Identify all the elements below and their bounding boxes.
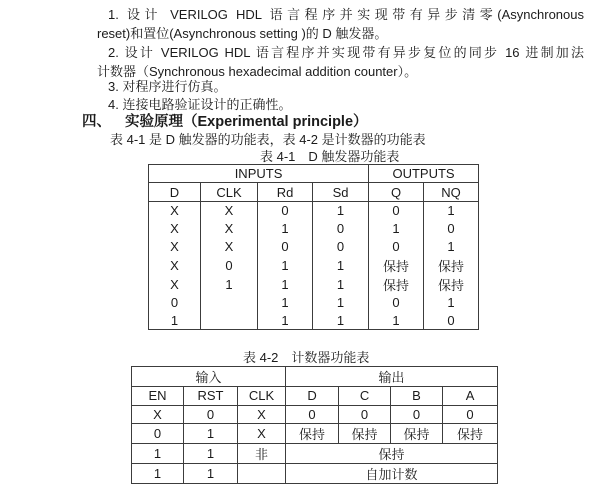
table-cell: 0 xyxy=(443,405,498,424)
section-title: 实验原理（Experimental principle） xyxy=(125,114,368,130)
table-cell: 1 xyxy=(369,312,424,330)
section-number: 四、 xyxy=(82,114,111,130)
table-cell: 1 xyxy=(184,464,238,484)
table-row xyxy=(149,202,479,220)
table-cell: X xyxy=(149,275,201,294)
table-cell: 1 xyxy=(149,312,201,330)
step-1-line-2: reset)和置位(Asynchronous setting )的 D 触发器。 xyxy=(97,26,388,41)
col-header: Q xyxy=(369,183,424,202)
col-header: RST xyxy=(184,387,238,406)
table-row xyxy=(149,183,479,202)
table-cell: 保持 xyxy=(369,275,424,294)
table-cell: 1 xyxy=(201,275,258,294)
table-cell: 0 xyxy=(339,405,391,424)
col-header: Sd xyxy=(313,183,369,202)
step-4: 4. 连接电路验证设计的正确性。 xyxy=(108,97,292,112)
table-row xyxy=(149,256,479,275)
table-cell: 保持 xyxy=(424,256,479,275)
table-cell: 0 xyxy=(132,424,184,444)
table-cell: 非 xyxy=(238,444,286,464)
table-cell: 0 xyxy=(369,202,424,220)
step-3: 3. 对程序进行仿真。 xyxy=(108,79,227,94)
table-cell: 保持 xyxy=(443,424,498,444)
table-cell: 1 xyxy=(424,202,479,220)
table-cell: 保持 xyxy=(369,256,424,275)
table-cell: 0 xyxy=(149,294,201,312)
col-header: CLK xyxy=(238,387,286,406)
table-cell: 1 xyxy=(132,444,184,464)
table-cell: X xyxy=(201,238,258,256)
table-cell: 1 xyxy=(258,275,313,294)
table-cell: 1 xyxy=(184,424,238,444)
table-row xyxy=(132,444,498,464)
table-cell: 0 xyxy=(184,405,238,424)
table-cell: X xyxy=(132,405,184,424)
table-row xyxy=(149,165,479,183)
table-cell: X xyxy=(238,405,286,424)
table-cell: 0 xyxy=(258,202,313,220)
table-cell: 1 xyxy=(424,238,479,256)
table-cell: 0 xyxy=(391,405,443,424)
table-cell: X xyxy=(149,220,201,238)
table-cell: 1 xyxy=(424,294,479,312)
table-cell: 1 xyxy=(258,312,313,330)
table-row xyxy=(132,387,498,406)
table-cell: 1 xyxy=(313,275,369,294)
table-row xyxy=(149,275,479,294)
tables-intro: 表 4-1 是 D 触发器的功能表，表 4-2 是计数器的功能表 xyxy=(110,132,426,147)
group-header-input: 输入 xyxy=(132,367,286,387)
table-cell: 1 xyxy=(258,220,313,238)
table-cell-merged: 保持 xyxy=(286,444,498,464)
table-cell: 1 xyxy=(313,312,369,330)
table-cell xyxy=(238,464,286,484)
table-cell: 1 xyxy=(184,444,238,464)
table-cell: 1 xyxy=(258,256,313,275)
table-row xyxy=(132,424,498,444)
col-header: NQ xyxy=(424,183,479,202)
table-cell: 1 xyxy=(258,294,313,312)
table-cell: 0 xyxy=(313,238,369,256)
group-header-outputs: OUTPUTS xyxy=(369,165,479,183)
table-cell: X xyxy=(149,256,201,275)
table-cell: X xyxy=(149,238,201,256)
table-cell: 1 xyxy=(369,220,424,238)
table-cell: 0 xyxy=(313,220,369,238)
group-header-output: 输出 xyxy=(286,367,498,387)
table-row xyxy=(149,220,479,238)
step-1-line-1: 1. 设计 VERILOG HDL 语言程序并实现带有异步清零(Asynchronous xyxy=(108,7,584,22)
table-cell: 0 xyxy=(369,238,424,256)
group-header-inputs: INPUTS xyxy=(149,165,369,183)
table-cell: 保持 xyxy=(339,424,391,444)
table-cell: 0 xyxy=(201,256,258,275)
table-cell: 保持 xyxy=(391,424,443,444)
table-cell xyxy=(201,312,258,330)
table-cell-merged: 自加计数 xyxy=(286,464,498,484)
table-row xyxy=(149,294,479,312)
table-row xyxy=(132,405,498,424)
table-cell: 保持 xyxy=(424,275,479,294)
table-4-2-counter-function xyxy=(131,366,498,484)
col-header: EN xyxy=(132,387,184,406)
table-cell: X xyxy=(238,424,286,444)
col-header: D xyxy=(286,387,339,406)
table-row xyxy=(132,464,498,484)
table-cell: 0 xyxy=(424,220,479,238)
table-row xyxy=(149,238,479,256)
table-4-1-caption: 表 4-1 D 触发器功能表 xyxy=(260,149,400,164)
table-cell: X xyxy=(201,220,258,238)
table-cell: 1 xyxy=(313,256,369,275)
table-cell: 0 xyxy=(258,238,313,256)
table-cell: 0 xyxy=(286,405,339,424)
col-header: D xyxy=(149,183,201,202)
table-4-1-dff-function xyxy=(148,164,479,330)
table-cell: 0 xyxy=(369,294,424,312)
step-2-line-2: 计数器（Synchronous hexadecimal addition counter）。 xyxy=(97,64,418,79)
table-cell: X xyxy=(201,202,258,220)
table-cell: 1 xyxy=(313,202,369,220)
table-cell: 保持 xyxy=(286,424,339,444)
table-4-2-caption: 表 4-2 计数器功能表 xyxy=(243,350,370,365)
col-header: C xyxy=(339,387,391,406)
col-header: CLK xyxy=(201,183,258,202)
col-header: B xyxy=(391,387,443,406)
table-cell: X xyxy=(149,202,201,220)
step-2-line-1: 2. 设计 VERILOG HDL 语言程序并实现带有异步复位的同步 16 进制加法 xyxy=(108,45,584,60)
col-header: Rd xyxy=(258,183,313,202)
table-row xyxy=(132,367,498,387)
section-heading xyxy=(82,112,368,132)
table-cell: 0 xyxy=(424,312,479,330)
table-row xyxy=(149,312,479,330)
table-cell: 1 xyxy=(132,464,184,484)
table-cell: 1 xyxy=(313,294,369,312)
col-header: A xyxy=(443,387,498,406)
table-cell xyxy=(201,294,258,312)
